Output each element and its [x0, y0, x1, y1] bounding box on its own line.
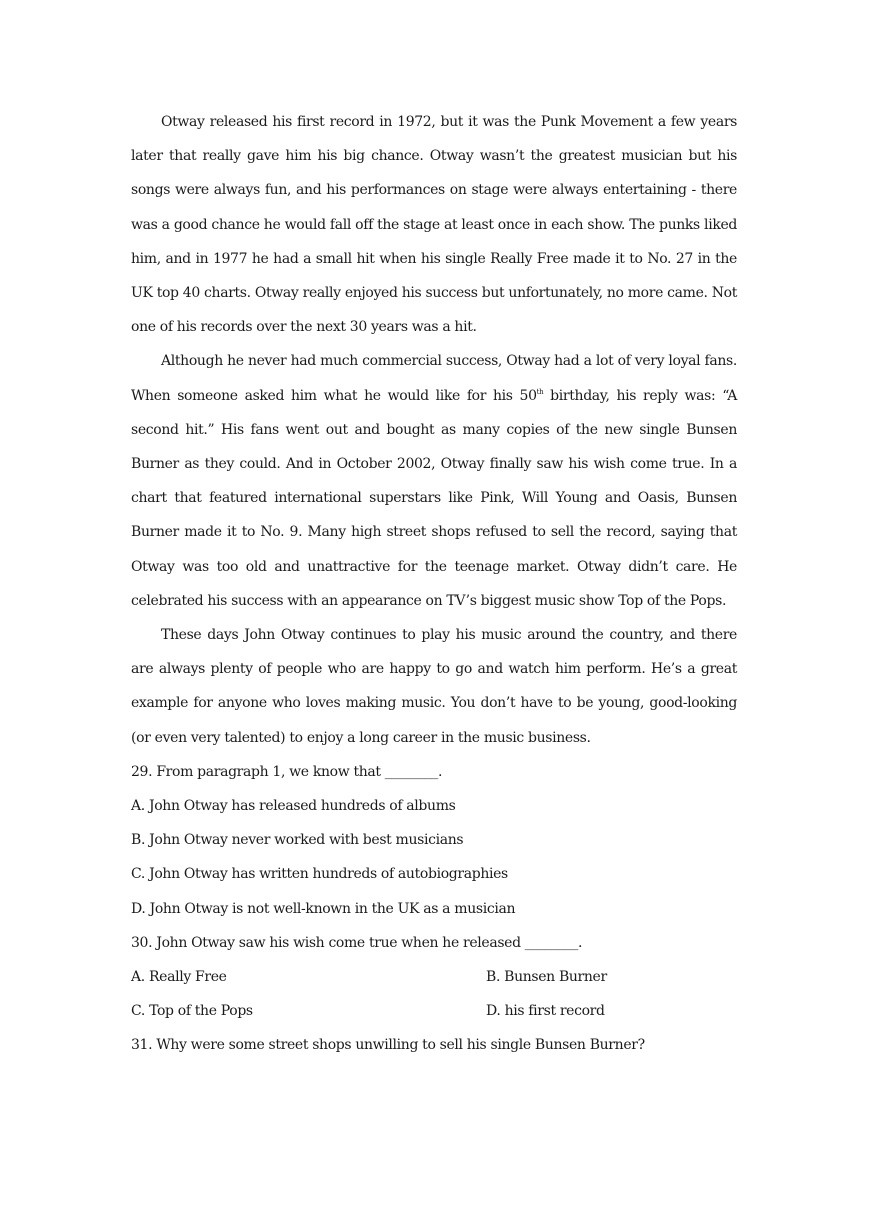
question-29-stem: 29. From paragraph 1, we know that ________. — [131, 763, 443, 780]
exam-page — [131, 105, 737, 1063]
question-30-option-d: D. his first record — [486, 1003, 605, 1020]
question-29-option-d: D. John Otway is not well-known in the UK as a musician — [131, 900, 516, 917]
paragraph-2-text-end: birthday, his reply was: “A second hit.” His fans went out and bought as many copies of the new single Bunsen Burner as they could. And in October 2002, Otway finally saw his wish come true. In a chart that featured international superstars like Pink, Will Young and Oasis, Bunsen Burner made it to No. 9. Many high street shops refused to sell the record, saying that Otway was too old and unattractive for the teenage market. Otway didn’t care. He celebrated his success with an appearance on TV’s biggest music show Top of the Pops. — [131, 387, 738, 609]
question-30-options-row-1 — [131, 960, 737, 994]
passage-paragraph-2 — [131, 344, 737, 618]
question-29-option-c: C. John Otway has written hundreds of autobiographies — [131, 866, 508, 883]
question-30-options-row-2 — [131, 994, 737, 1028]
question-30-stem: 30. John Otway saw his wish come true when he released ________. — [131, 934, 583, 951]
question-30-option-c: C. Top of the Pops — [131, 1003, 253, 1020]
ordinal-suffix: th — [536, 387, 544, 396]
question-30-option-b: B. Bunsen Burner — [486, 969, 607, 986]
paragraph-2-text-start: Although he never had much commercial success, Otway had a lot of very loyal fans. When someone asked him what he would like for his 50 — [131, 353, 737, 404]
question-30-option-a: A. Really Free — [131, 969, 227, 986]
question-31-stem: 31. Why were some street shops unwilling to sell his single Bunsen Burner? — [131, 1037, 645, 1054]
question-29-option-b: B. John Otway never worked with best musicians — [131, 832, 464, 849]
passage-paragraph-3: These days John Otway continues to play his music around the country, and there are always plenty of people who are happy to go and watch him perform. He’s a great example for anyone who loves making music. You don’t have to be young, good-looking (or even very talented) to enjoy a long career in the music business. — [131, 627, 737, 746]
question-29-option-a: A. John Otway has released hundreds of albums — [131, 798, 456, 815]
passage-paragraph-1: Otway released his first record in 1972, but it was the Punk Movement a few years later that really gave him his big chance. Otway wasn’t the greatest musician but his songs were always fun, and his performances on stage were always entertaining - there was a good chance he would fall off the stage at least once in each show. The punks liked him, and in 1977 he had a small hit when his single Really Free made it to No. 27 in the UK top 40 charts. Otway really enjoyed his success but unfortunately, no more came. Not one of his records over the next 30 years was a hit. — [131, 114, 737, 336]
